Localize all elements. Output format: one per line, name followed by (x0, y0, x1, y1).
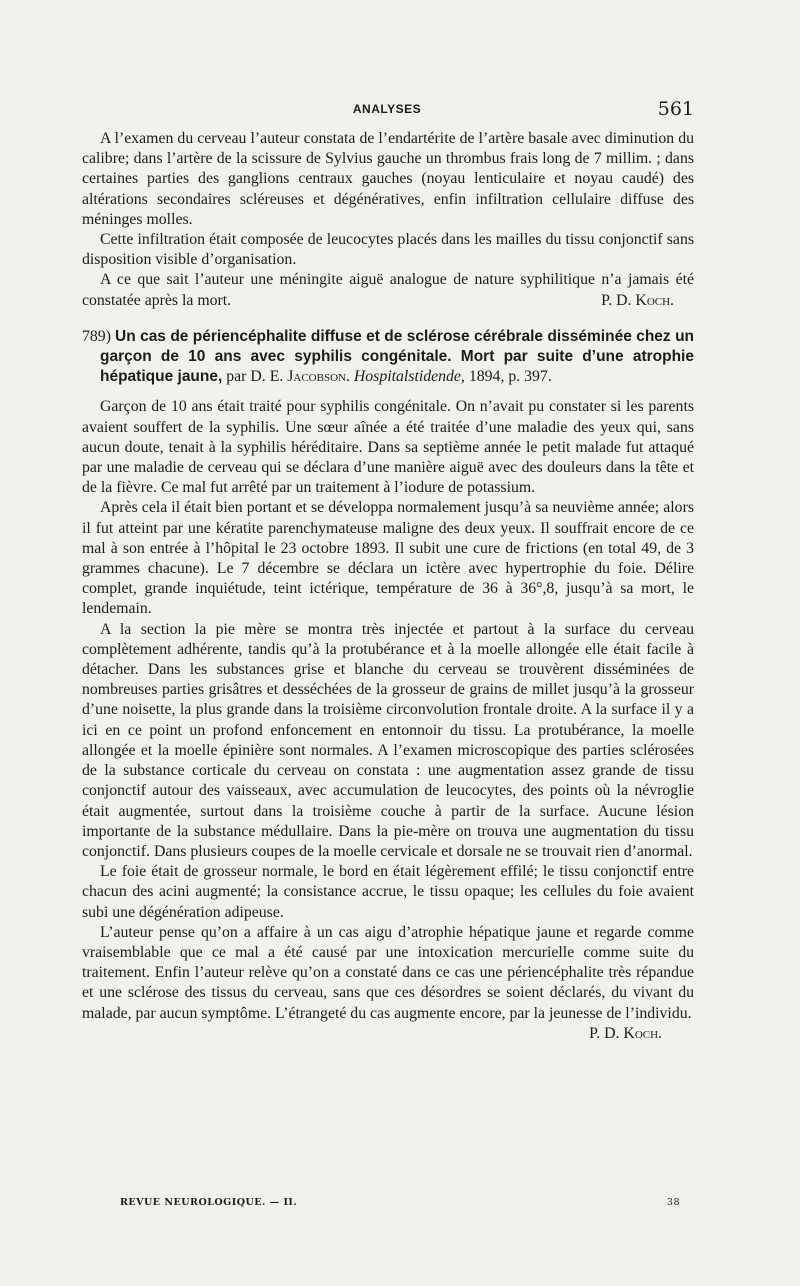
author-signature: P. D. Koch. (601, 291, 674, 309)
paragraph: L’auteur pense qu’on a affaire à un cas aigu d’atrophie hépatique jaune et regarde comme vraisemblable que ce mal a été causé par une intoxication mercurielle comme suite du traitement. Enfin l’auteur relève qu’on a constaté dans ce cas une périencéphalite très répandue et une sclérose des tissus du cerveau, sans que ces désordres se soient déclarés, du vivant du malade, par aucun symptôme. L’étrangeté du cas augmente encore, par la jeunesse de l’individu. (82, 923, 694, 1022)
entry-reference: 1894, p. 397. (468, 368, 552, 386)
running-title: ANALYSES (352, 102, 422, 116)
entry-author-name: Jacobson. (287, 368, 350, 386)
paragraph: Garçon de 10 ans était traité pour syphilis congénitale. On n’avait pu constater si les parents avaient souffert de la syphilis. Une sœur aînée a été traitée d’une maladie des yeux qui, sans aucun doute, tenait à la syphilis héréditaire. Dans sa septième année le petit malade fut attaqué par une maladie de cerveau qui se déclara d’une manière aiguë avec des douleurs dans la tête et de la fièvre. Ce mal fut arrêté par un traitement à l’iodure de potassium. (82, 398, 694, 497)
paragraph-text: A ce que sait l’auteur une méningite aiguë analogue de nature syphilitique n’a jamais été constatée après la mort. (82, 271, 694, 309)
page-number: 561 (657, 98, 694, 120)
page-header (80, 98, 694, 120)
author-signature: P. D. Koch. (589, 1024, 662, 1042)
paragraph: Le foie était de grosseur normale, le bord en était légèrement effilé; le tissu conjonctif entre chacun des acini augmenté; la consistance accrue, le tissu opaque; les cellules du foie avaient subi une dégénération adipeuse. (82, 863, 694, 921)
entry-number: 789) (82, 327, 111, 345)
entry-author-prefix: par D. E. (226, 368, 284, 386)
abstract-entry-heading (82, 327, 694, 388)
footer-signature-mark: 38 (666, 1197, 680, 1208)
entry-journal: Hospitalstidende, (353, 368, 465, 386)
footer-journal: REVUE NEUROLOGIQUE. — II. (120, 1197, 298, 1208)
page-footer (120, 1197, 680, 1213)
author-signature-line (82, 1024, 694, 1044)
entry-title: Un cas de périencéphalite diffuse et de sclérose cérébrale disséminée chez un garçon de 10 ans avec syphilis congénitale. Mort par suite d’une atrophie hépatique jaune, (100, 327, 695, 386)
paragraph: A la section la pie mère se montra très injectée et partout à la surface du cerveau complètement adhérente, tandis qu’à la protubérance et à la moelle allongée elle était facile à détacher. Dans les substances grise et blanche du cerveau se trouvèrent disséminées de nombreuses parties grisâtres et desséchées de la grosseur de grains de millet jusqu’à la grosseur d’une noisette, la plus grande dans la troisième circonvolution frontale droite. A la surface il y a ici en ce point un profond enfoncement en entonnoir du tissu. La protubérance, la moelle allongée et la moelle épinière sont normales. A l’examen microscopique des parties sclérosées de la substance corticale du cerveau on constata : une augmentation assez grande de tissu conjonctif autour des vaisseaux, avec accumulation de leucocytes, des points où la névroglie était augmentée, surtout dans la troisième couche à partir de la surface. Aucune lésion importante de la substance médullaire. Dans la pie-mère on trouva une augmentation du tissu conjonctif. Dans plusieurs coupes de la moelle cervicale et dorsale ne se trouvait rien d’anormal. (82, 620, 694, 860)
paragraph: Après cela il était bien portant et se développa normalement jusqu’à sa neuvième année; alors il fut atteint par une kératite parenchymateuse maligne des deux yeux. Il souffrait encore de ce mal à son entrée à l’hôpital le 23 octobre 1893. Il subit une cure de frictions (en total 49, de 3 grammes chacune). Le 7 décembre se déclara un ictère avec hypertrophie du foie. Délire complet, grande inquiétude, teint ictérique, température de 36 à 36°,8, jusqu’à sa mort, le lendemain. (82, 499, 694, 618)
paragraph: A l’examen du cerveau l’auteur constata de l’endartérite de l’artère basale avec diminution du calibre; dans l’artère de la scissure de Sylvius gauche un thrombus frais long de 7 millim. ; dans certaines parties des ganglions centraux gauches (noyau lenticulaire et noyau caudé) des altérations secondaires scléreuses et dégénératives, enfin infiltration cellulaire diffuse des méninges molles. (82, 130, 694, 228)
article-body (82, 129, 694, 1044)
paragraph (82, 270, 694, 310)
paragraph: Cette infiltration était composée de leucocytes placés dans les mailles du tissu conjonctif sans disposition visible d’organisation. (82, 231, 694, 269)
